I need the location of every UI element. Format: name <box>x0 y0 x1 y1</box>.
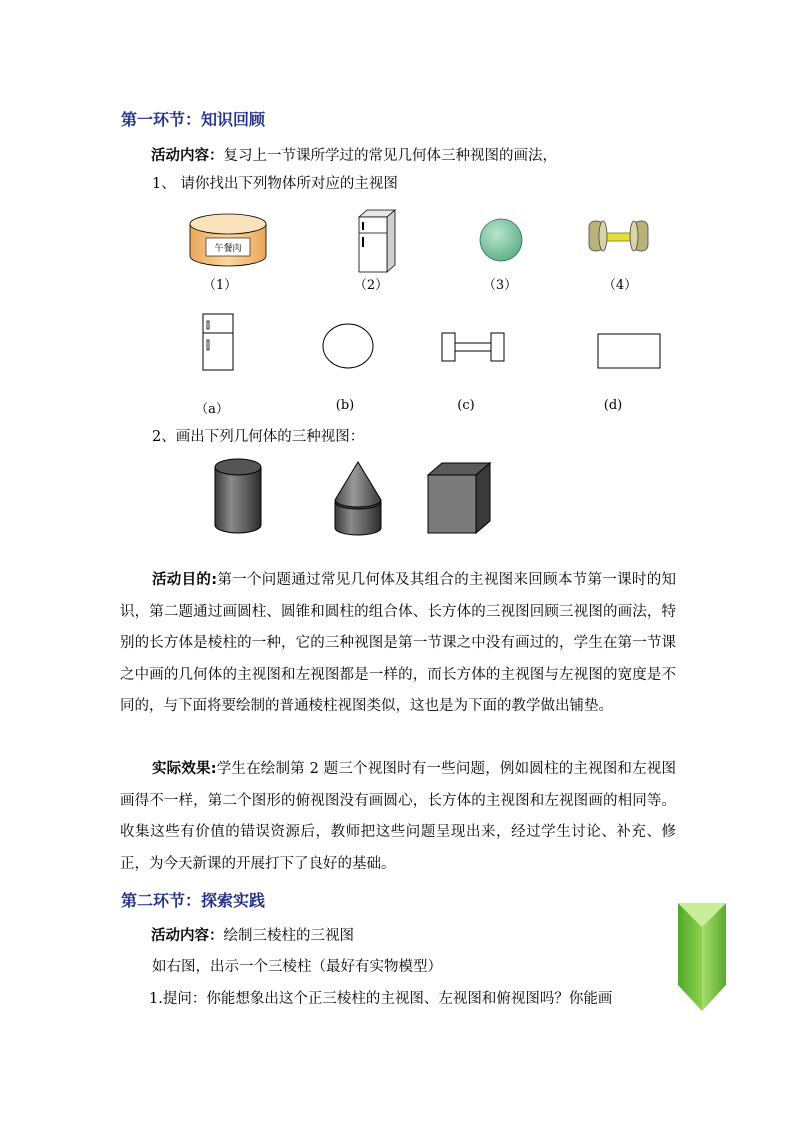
view-label-b: (b) <box>335 398 355 413</box>
section1-heading: 第一环节：知识回顾 <box>121 110 266 129</box>
rectangle-view <box>597 333 663 371</box>
question-1: 1、 请你找出下列物体所对应的主视图 <box>152 176 398 192</box>
view-label-c: (c) <box>457 398 475 413</box>
purpose-paragraph <box>120 565 676 723</box>
dumbbell-figure <box>586 217 652 257</box>
cuboid-figure <box>426 461 496 537</box>
view-label-a: （a） <box>195 402 229 417</box>
can-label-text: 午餐肉 <box>214 244 242 254</box>
effect-text: 学生在绘制第 2 题三个视图时有一些问题，例如圆柱的主视图和左视图画得不一样，第二个图形的俯视图没有画圆心，长方体的主视图和左视图画的相同等。收集这些有价值的错误资源后，教师把这些问题呈现出来，经过学生讨论、补充、修正，为今天新课的开展打下了良好的基础。 <box>120 761 676 872</box>
section2-activity-label: 活动内容： <box>151 928 224 944</box>
section2-activity-text: 绘制三棱柱的三视图 <box>223 928 354 944</box>
cone-on-cylinder-figure <box>330 460 386 536</box>
activity-content-text: 复习上一节课所学过的常见几何体三种视图的画法， <box>223 148 557 164</box>
refrigerator-figure <box>357 209 397 273</box>
section2-line3: 1.提问：你能想象出这个正三棱柱的主视图、左视图和俯视图吗？你能画 <box>149 991 613 1007</box>
circle-view <box>322 323 376 371</box>
purpose-text: 第一个问题通过常见几何体及其组合的主视图来回顾本节第一课时的知识，第二题通过画圆柱、圆锥和圆柱的组合体、长方体的三视图回顾三视图的画法，特别的长方体是棱柱的一种，它的三种视图是第一节课之中没有画过的，学生在第一节课之中画的几何体的主视图和左视图都是一样的，而长方体的主视图与左视图的宽度是不同的，与下面将要绘制的普通棱柱视图类似，这也是为下面的教学做出铺垫。 <box>120 572 676 714</box>
view-label-d: (d) <box>603 398 623 413</box>
dumbbell-front-view <box>441 332 507 364</box>
section2-heading: 第二环节：探索实践 <box>121 891 266 910</box>
object-label-4: （4） <box>602 278 638 293</box>
luncheon-meat-can-figure <box>188 212 268 268</box>
question-2: 2、画出下列几何体的三种视图： <box>152 429 365 445</box>
ball-figure <box>478 217 526 265</box>
object-label-3: （3） <box>482 278 518 293</box>
effect-paragraph <box>120 754 676 880</box>
object-label-1: （1） <box>202 278 238 293</box>
effect-label: 实际效果: <box>152 761 217 777</box>
activity-content-line <box>151 144 557 165</box>
activity-content-label: 活动内容： <box>151 148 224 164</box>
object-label-2: （2） <box>353 278 389 293</box>
triangular-prism-figure <box>676 901 730 1013</box>
fridge-front-view <box>202 313 236 373</box>
cylinder-figure <box>213 458 265 536</box>
section2-activity-line <box>151 924 354 945</box>
purpose-label: 活动目的: <box>152 572 218 588</box>
section2-line2: 如右图，出示一个三棱柱（最好有实物模型） <box>152 959 442 975</box>
